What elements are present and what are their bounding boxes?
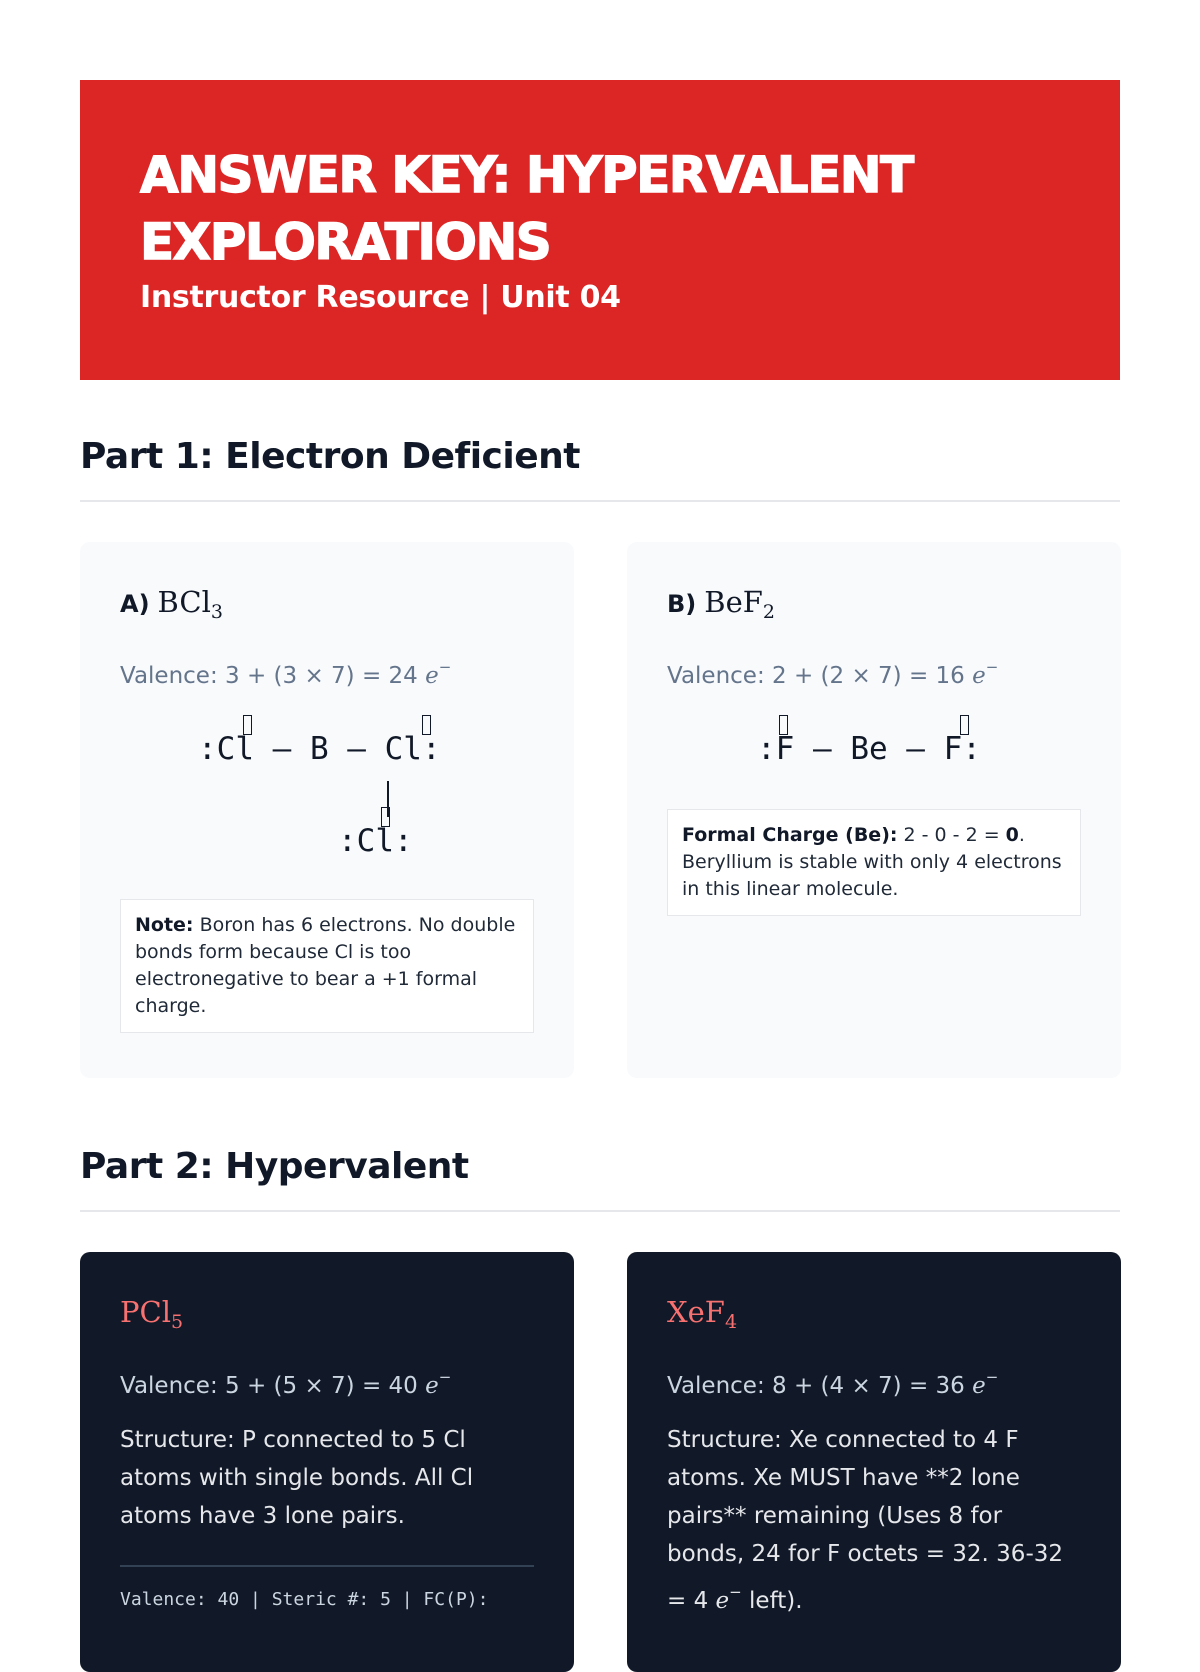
page-title-line2: EXPLORATIONS (140, 213, 551, 271)
page-subtitle: Instructor Resource | Unit 04 (140, 280, 621, 315)
note-label: Note: (135, 914, 194, 936)
chemical-formula: PCl$_5$ (120, 1295, 184, 1333)
card-letter: A) (120, 590, 150, 618)
note-label: Formal Charge (Be): (682, 824, 898, 846)
lewis-structure (667, 709, 1081, 809)
header-banner (80, 80, 1120, 380)
valence-line: Valence: 2 + (2 × 7) = 16 e− (667, 658, 999, 689)
card-pcl5 (80, 1252, 574, 1672)
lewis-row-bottom: :Cl: (338, 823, 413, 859)
card-bef2 (627, 542, 1121, 1078)
valence-line: Valence: 5 + (5 × 7) = 40 e− (120, 1368, 452, 1399)
formal-charge-value: 0 (1005, 824, 1019, 846)
structure-description: Structure: Xe connected to 4 F atoms. Xe MUST have **2 lone pairs** remaining (Uses 8 for bonds, 24 for F octets = 32. 36-32 = 4 e− left). (667, 1427, 1064, 1614)
part1-divider (80, 500, 1120, 502)
note-box (120, 899, 534, 1033)
card-xef4 (627, 1252, 1121, 1672)
chemical-formula: BeF$_2$ (704, 585, 775, 623)
card-divider (120, 1565, 534, 1567)
valence-line: Valence: 3 + (3 × 7) = 24 e− (120, 658, 452, 689)
card-letter: B) (667, 590, 697, 618)
page-title (140, 142, 1060, 276)
card-heading (667, 582, 1081, 632)
lewis-row-top: :F — Be — F: (757, 731, 981, 767)
summary-line: Valence: 40 | Steric #: 5 | FC(P): (120, 1589, 489, 1610)
part2-title: Part 2: Hypervalent (80, 1146, 469, 1187)
card-heading (667, 1292, 1081, 1342)
note-box: Formal Charge (Be): 2 - 0 - 2 = 0. Beryllium is stable with only 4 electrons in this linear molecule. (667, 809, 1081, 916)
chemical-formula: BCl$_3$ (157, 585, 223, 623)
page-title-line1: ANSWER KEY: HYPERVALENT (140, 146, 913, 204)
card-heading (120, 582, 534, 632)
part1-title: Part 1: Electron Deficient (80, 436, 580, 477)
part2-divider (80, 1210, 1120, 1212)
lewis-row-top: :Cl — B — Cl: (198, 731, 441, 767)
structure-description: Structure: P connected to 5 Cl atoms with single bonds. All Cl atoms have 3 lone pairs. (120, 1427, 474, 1529)
card-heading (120, 1292, 534, 1342)
card-bcl3 (80, 542, 574, 1078)
valence-line: Valence: 8 + (4 × 7) = 36 e− (667, 1368, 999, 1399)
note-text: . Beryllium is stable with only 4 electrons in this linear molecule. (682, 824, 1062, 900)
lewis-structure (120, 709, 534, 899)
note-text: Boron has 6 electrons. No double bonds form because Cl is too electronegative to bear a +1 formal charge. (135, 914, 516, 1017)
chemical-formula: XeF$_4$ (667, 1295, 738, 1333)
